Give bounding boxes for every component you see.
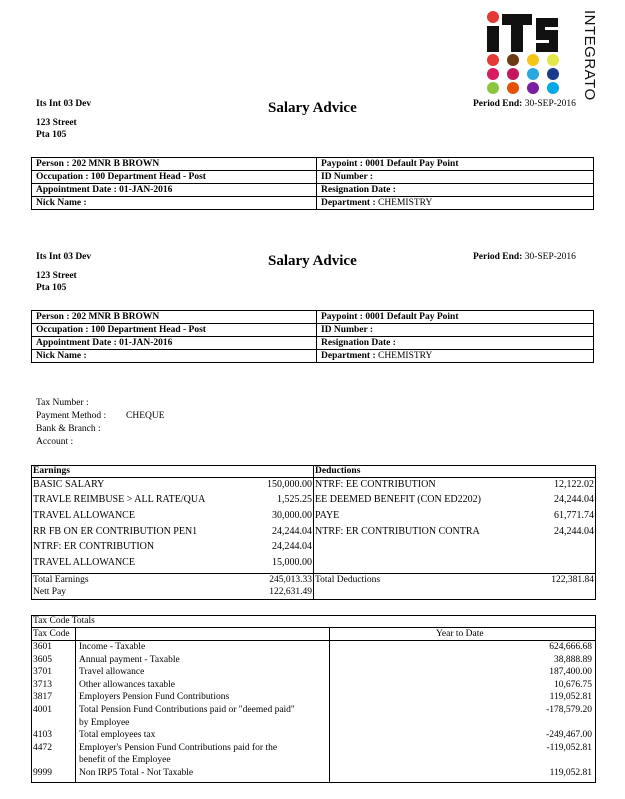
logo-dot: [487, 54, 499, 66]
tax-code-col-divider: [75, 627, 76, 782]
tax-code-ytd-value: -249,467.00: [546, 730, 592, 741]
tax-code: 4472: [33, 742, 52, 753]
page-title: Salary Advice: [268, 253, 357, 269]
earning-amount: 30,000.00: [272, 510, 312, 521]
id-number-cell: ID Number :: [317, 171, 594, 184]
tax-code-description: Total employees tax: [79, 730, 156, 741]
tax-code-description: Annual payment - Taxable: [79, 654, 180, 665]
payment-method-value: CHEQUE: [126, 411, 165, 421]
logo-dot: [527, 54, 539, 66]
tax-code-description-cont: by Employee: [79, 717, 130, 728]
tax-code-description: Travel allowance: [79, 667, 145, 678]
logo-side-text: INTEGRATOR: [581, 10, 598, 100]
company-logo: [484, 8, 606, 100]
tax-code: 9999: [33, 768, 52, 778]
tax-code: 3713: [33, 679, 52, 690]
company-name: Its Int 03 Dev: [36, 252, 92, 262]
tax-code-description-cont: benefit of the Employee: [79, 755, 171, 766]
total-earnings-label: Total Earnings: [33, 575, 89, 585]
its-integrator-logo-graphic: [484, 8, 606, 100]
period-end: [473, 99, 576, 109]
earning-label: RR FB ON ER CONTRIBUTION PEN1: [33, 526, 198, 537]
tax-code-description: Total Pension Fund Contributions paid or "deemed paid": [79, 705, 295, 715]
logo-dot: [487, 82, 499, 94]
tax-code: 3605: [33, 654, 52, 665]
occupation-cell: Occupation : 100 Department Head - Post: [32, 324, 317, 337]
tax-code-description: Employers Pension Fund Contributions: [79, 692, 230, 703]
tax-code-ytd-value: -178,579.20: [546, 705, 592, 715]
address-line-1: 123 Street: [36, 271, 77, 281]
tax-code-ytd-value: 10,676.75: [554, 679, 592, 690]
address-line-2: Pta 105: [36, 283, 67, 293]
tax-code: 3701: [33, 667, 52, 678]
logo-dot: [487, 68, 499, 80]
tax-code: 4103: [33, 730, 52, 741]
person-cell: Person : 202 MNR B BROWN: [32, 311, 317, 324]
deduction-amount: 61,771.74: [554, 510, 594, 521]
address-line-2: Pta 105: [36, 130, 67, 140]
employee-info-table: [31, 310, 594, 363]
id-number-cell: ID Number :: [317, 324, 594, 337]
deduction-amount: 12,122.02: [554, 479, 594, 490]
total-deductions-label: Total Deductions: [315, 575, 381, 585]
payment-method-label: Payment Method :: [36, 411, 107, 421]
earnings-header: Earnings: [33, 466, 70, 476]
logo-dot: [527, 68, 539, 80]
logo-dot: [547, 68, 559, 80]
earning-label: TRAVEL ALLOWANCE: [33, 557, 135, 568]
deduction-label: PAYE: [315, 510, 340, 521]
person-cell: Person : 202 MNR B BROWN: [32, 158, 317, 171]
bank-branch-label: Bank & Branch :: [36, 424, 101, 434]
address-line-1: 123 Street: [36, 118, 77, 128]
period-end-value: 30-SEP-2016: [524, 252, 576, 262]
total-earnings-value: 245,013.33: [269, 575, 312, 585]
page-title: Salary Advice: [268, 100, 357, 116]
appointment-date-cell: Appointment Date : 01-JAN-2016: [32, 337, 317, 350]
tax-code-description: Non IRP5 Total - Not Taxable: [79, 768, 194, 778]
deduction-amount: 24,244.04: [554, 494, 594, 505]
logo-letter-t-stem: [511, 14, 523, 52]
tax-code-ytd-value: 119,052.81: [549, 692, 592, 703]
period-end-label: Period End:: [473, 99, 523, 109]
department-label: Department :: [321, 198, 376, 208]
tax-code-description: Other allowances taxable: [79, 679, 176, 690]
column-divider: [313, 465, 314, 599]
earning-label: BASIC SALARY: [33, 479, 105, 490]
earning-label: TRAVEL ALLOWANCE: [33, 510, 135, 521]
department-cell: [317, 197, 594, 210]
year-to-date-column-header: Year to Date: [436, 629, 484, 639]
account-label: Account :: [36, 437, 74, 447]
department-cell: [317, 350, 594, 363]
logo-dot-grid: [487, 54, 559, 94]
period-end: [473, 252, 576, 262]
tax-code-ytd-value: 187,400.00: [549, 667, 592, 678]
resignation-date-cell: Resignation Date :: [317, 184, 594, 197]
tax-code-column-header: Tax Code: [33, 629, 70, 639]
tax-code-ytd-value: -119,052.81: [546, 742, 592, 753]
logo-dot: [507, 54, 519, 66]
tax-code-description: Income - Taxable: [79, 642, 146, 652]
department-value: CHEMISTRY: [377, 198, 433, 208]
earning-amount: 24,244.04: [272, 526, 312, 537]
logo-dot: [547, 82, 559, 94]
deductions-header: Deductions: [315, 466, 361, 476]
deduction-amount: 24,244.04: [554, 526, 594, 537]
nett-pay-value: 122,631.49: [269, 587, 312, 597]
logo-dot: [487, 11, 499, 23]
logo-dot: [527, 82, 539, 94]
department-value: CHEMISTRY: [377, 351, 433, 361]
earning-amount: 24,244.04: [272, 541, 312, 552]
deduction-label: NTRF: EE CONTRIBUTION: [315, 479, 436, 490]
tax-code-ytd-value: 38,888.89: [554, 654, 592, 665]
tax-code-ytd-value: 624,666.68: [549, 642, 592, 652]
period-end-value: 30-SEP-2016: [524, 99, 576, 109]
period-end-label: Period End:: [473, 252, 523, 262]
earning-amount: 150,000.00: [267, 479, 312, 490]
earning-amount: 15,000.00: [272, 557, 312, 568]
header-divider: [31, 477, 596, 478]
tax-code-description: Employer's Pension Fund Contributions paid for the: [79, 742, 278, 753]
nick-name-cell: Nick Name :: [32, 197, 317, 210]
tax-code: 3601: [33, 642, 52, 652]
logo-dot: [507, 68, 519, 80]
employee-info-table: [31, 157, 594, 210]
tax-code-ytd-value: 119,052.81: [549, 768, 592, 778]
department-label: Department :: [321, 351, 376, 361]
logo-dot: [507, 82, 519, 94]
company-name: Its Int 03 Dev: [36, 99, 92, 109]
tax-title-divider: [31, 627, 596, 628]
tax-desc-col-divider: [329, 627, 330, 782]
earning-label: TRAVLE REIMBUSE > ALL RATE/QUA: [33, 494, 206, 505]
deduction-label: EE DEEMED BENEFIT (CON ED2202): [315, 494, 481, 505]
tax-code: 4001: [33, 705, 52, 715]
paypoint-cell: Paypoint : 0001 Default Pay Point: [317, 158, 594, 171]
tax-number-label: Tax Number :: [36, 398, 89, 408]
deduction-label: NTRF: ER CONTRIBUTION CONTRA: [315, 526, 480, 537]
paypoint-cell: Paypoint : 0001 Default Pay Point: [317, 311, 594, 324]
logo-letter-s: [536, 18, 558, 52]
logo-dot: [547, 54, 559, 66]
earning-label: NTRF: ER CONTRIBUTION: [33, 541, 155, 552]
nett-pay-label: Nett Pay: [33, 587, 66, 597]
logo-letter-i: [487, 26, 499, 52]
tax-code: 3817: [33, 692, 52, 703]
earning-amount: 1,525.25: [277, 494, 312, 505]
resignation-date-cell: Resignation Date :: [317, 337, 594, 350]
occupation-cell: Occupation : 100 Department Head - Post: [32, 171, 317, 184]
total-deductions-value: 122,381.84: [551, 575, 594, 585]
appointment-date-cell: Appointment Date : 01-JAN-2016: [32, 184, 317, 197]
nick-name-cell: Nick Name :: [32, 350, 317, 363]
tax-code-totals-title: Tax Code Totals: [33, 616, 95, 626]
